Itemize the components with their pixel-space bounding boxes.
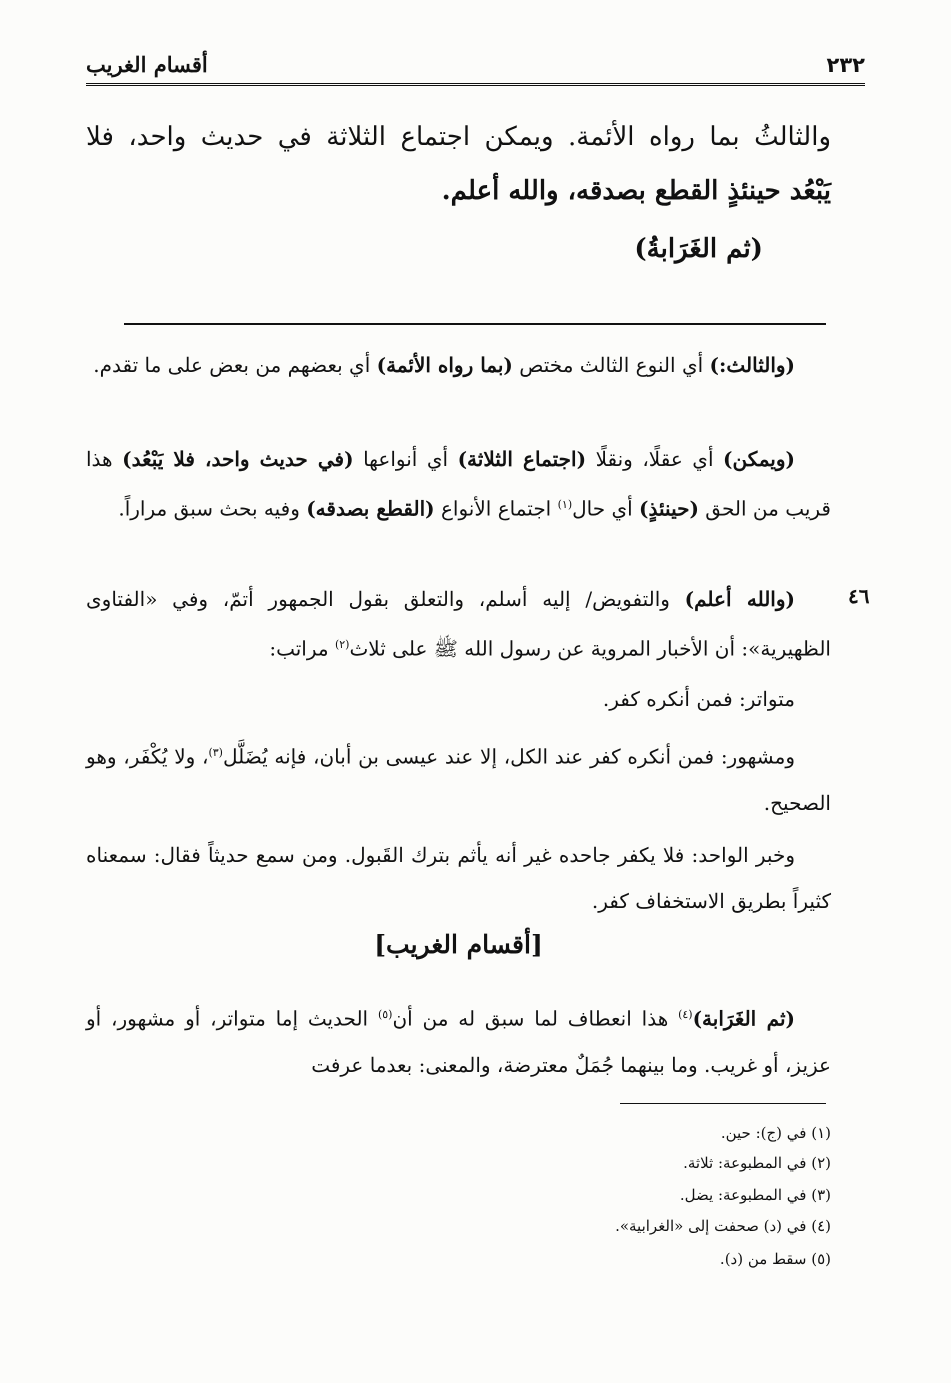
margin-page-number: ٤٦ — [848, 584, 870, 608]
footnote-5: (٥) سقط من (د). — [719, 1250, 831, 1268]
text: أي بعضهم من بعض على ما تقدم. — [93, 353, 377, 377]
footnote-3: (٣) في المطبوعة: يضل. — [679, 1186, 831, 1204]
sharh-paragraph-2 — [86, 436, 831, 532]
sharh-paragraph-6: وخبر الواحد: فلا يكفر جاحده غير أنه يأثم بترك القَبول. ومن سمع حديثاً فقال: سمعناه كثيراً بطريق الاستخفاف كفر. — [86, 843, 831, 913]
text: أي عقلًا، ونقلًا — [586, 447, 724, 471]
text: ومشهور: فمن أنكره كفر عند الكل، إلا عند عيسى بن أبان، فإنه يُضَلَّل — [222, 744, 795, 769]
quote: (حينئذٍ) — [639, 496, 699, 521]
text: هذا قريب من الحق — [86, 447, 831, 521]
text: والتفويض/ إليه أسلم، والتعلق بقول الجمهور أتمّ، وفي «الفتاوى الظهيرية»: أن الأخبار المروية عن رسول الله ﷺ على ثلاث — [86, 587, 831, 661]
text: أي النوع الثالث مختص — [512, 353, 710, 377]
quote: (القطع بصدقه) — [306, 496, 435, 521]
text: أي حال — [572, 496, 640, 521]
page-header — [86, 46, 865, 86]
matn-heading: (ثم الغَرَابةُ) — [634, 234, 763, 264]
footnote-2: (٢) في المطبوعة: ثلاثة. — [683, 1154, 831, 1172]
page-number: ٢٣٢ — [826, 53, 865, 77]
section-title: [أقسام الغريب] — [374, 930, 543, 959]
matn-line-1: والثالثُ بما رواه الأئمة. ويمكن اجتماع الثلاثة في حديث واحد، فلا — [86, 122, 831, 152]
footnote-ref: (١) — [557, 498, 573, 511]
sharh-paragraph-3 — [86, 576, 831, 672]
quote: (والثالث:) — [709, 353, 795, 377]
text: ، ولا يُكْفَر، وهو الصحيح. — [86, 744, 831, 815]
matn-line-2: يَبْعُد حينئذٍ القطع بصدقه، والله أعلم. — [441, 176, 831, 206]
text: وفيه بحث سبق مراراً. — [118, 496, 307, 521]
quote: (ويمكن) — [723, 447, 795, 471]
text: هذا انعطاف لما سبق له من أن — [392, 1006, 679, 1031]
footnote-ref: (٢) — [334, 638, 350, 651]
footnote-ref: (٤) — [678, 1008, 693, 1021]
quote: (والله أعلم) — [684, 587, 795, 611]
sharh-paragraph-4: متواتر: فمن أنكره كفر. — [602, 687, 795, 711]
sharh-paragraph-7 — [86, 992, 831, 1088]
footnote-1: (١) في (ج): حين. — [720, 1124, 831, 1142]
footnote-4: (٤) في (د) صحفت إلى «الغرابية». — [615, 1217, 831, 1235]
quote: (بما رواه الأئمة) — [376, 353, 513, 377]
quote: (ثم الغَرَابة) — [692, 1006, 795, 1031]
text: اجتماع الأنواع — [434, 496, 558, 521]
footnote-ref: (٥) — [377, 1008, 393, 1021]
running-title: أقسام الغريب — [86, 52, 208, 77]
text: أي أنواعها — [353, 447, 458, 471]
text: الحديث إما متواتر، أو مشهور، أو عزيز، أو غريب. وما بينهما جُمَلٌ معترضة، والمعنى: بعدما عرفت — [86, 1006, 831, 1077]
text: مراتب: — [269, 636, 335, 661]
footnote-separator — [620, 1103, 826, 1104]
matn-separator — [124, 323, 826, 325]
quote: (اجتماع الثلاثة) — [457, 447, 587, 471]
sharh-paragraph-5 — [86, 730, 831, 826]
sharh-paragraph-1 — [86, 342, 831, 388]
footnote-ref: (٣) — [208, 746, 223, 759]
quote: (في حديث واحد، فلا يَبْعُد) — [122, 447, 354, 471]
